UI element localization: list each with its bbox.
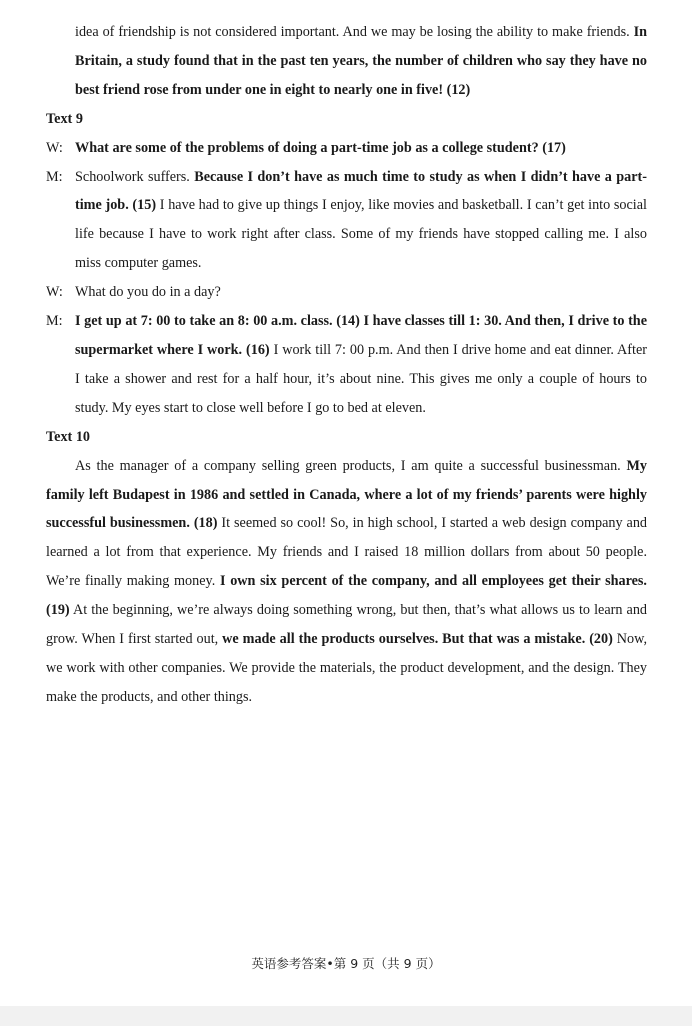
text10-bold-3: we made all the products ourselves. But that was a mistake. (20) [222, 631, 613, 648]
text10-bold-1: My family left Budapest in 1986 and settled in Canada, where a lot of my friends’ parents were highly successful businessmen. (18) [46, 457, 648, 532]
text9-a1-plain-2: I have had to give up things I enjoy, like movies and basketball. I can’t get into social life because I have to work right after class. Some of my friends have stopped calling me. I also miss computer games. [75, 197, 647, 272]
text9-q2-plain: What do you do in a day? [75, 284, 221, 301]
text10-paragraph [46, 452, 647, 712]
speaker-label-w: W: [46, 284, 63, 301]
text9-question-2 [46, 278, 647, 307]
text8-plain: idea of friendship is not considered important. And we may be losing the ability to make friends. [75, 24, 630, 40]
text8-tail-paragraph [46, 18, 647, 105]
text9-heading: Text 9 [46, 110, 83, 127]
text9-answer-2 [46, 307, 647, 423]
text10-plain-1: As the manager of a company selling green products, I am quite a successful businessman. [75, 457, 621, 474]
text9-q1-bold: What are some of the problems of doing a part-time job as a college student? (17) [75, 139, 566, 156]
page-footer: 英语参考答案•第 9 页（共 9 页） [251, 956, 441, 971]
text9-a1-plain-1: Schoolwork suffers. [75, 168, 190, 185]
text10-plain-4: Now, we work with other companies. We provide the materials, the product development, and the design. They make the products, and other things. [46, 631, 647, 705]
text9-a2-plain: I work till 7: 00 p.m. And then I drive home and eat dinner. After I take a shower and rest for a half hour, it’s about nine. This gives me only a couple of hours to study. My eyes start to close well before I go to bed at eleven. [75, 341, 647, 416]
text9-question-1 [46, 134, 647, 163]
answer-text-body [46, 18, 647, 712]
text10-plain-3: At the beginning, we’re always doing something wrong, but then, that’s what allows us to learn and grow. When I first started out, [46, 602, 648, 648]
text8-answer-bold: In Britain, a study found that in the past ten years, the number of children who say they have no best friend rose from under one in eight to nearly one in five! (12) [75, 24, 647, 98]
speaker-label-m: M: [46, 313, 63, 330]
text10-heading: Text 10 [46, 428, 91, 445]
text9-a1-bold: Because I don’t have as much time to study as when I didn’t have a part-time job. (15) [75, 168, 648, 214]
text10-bold-2: I own six percent of the company, and all employees get their shares. (19) [46, 573, 647, 619]
text10-plain-2: It seemed so cool! So, in high school, I started a web design company and learned a lot from that experience. My friends and I raised 18 million dollars from about 50 people. We’re finally making money. [46, 515, 648, 590]
text9-a2-bold: I get up at 7: 00 to take an 8: 00 a.m. class. (14) I have classes till 1: 30. And then, I drive to the supermarket where I work. (16) [75, 313, 647, 358]
speaker-label-w: W: [46, 139, 63, 156]
text9-answer-1 [46, 163, 647, 279]
speaker-label-m: M: [46, 168, 63, 185]
